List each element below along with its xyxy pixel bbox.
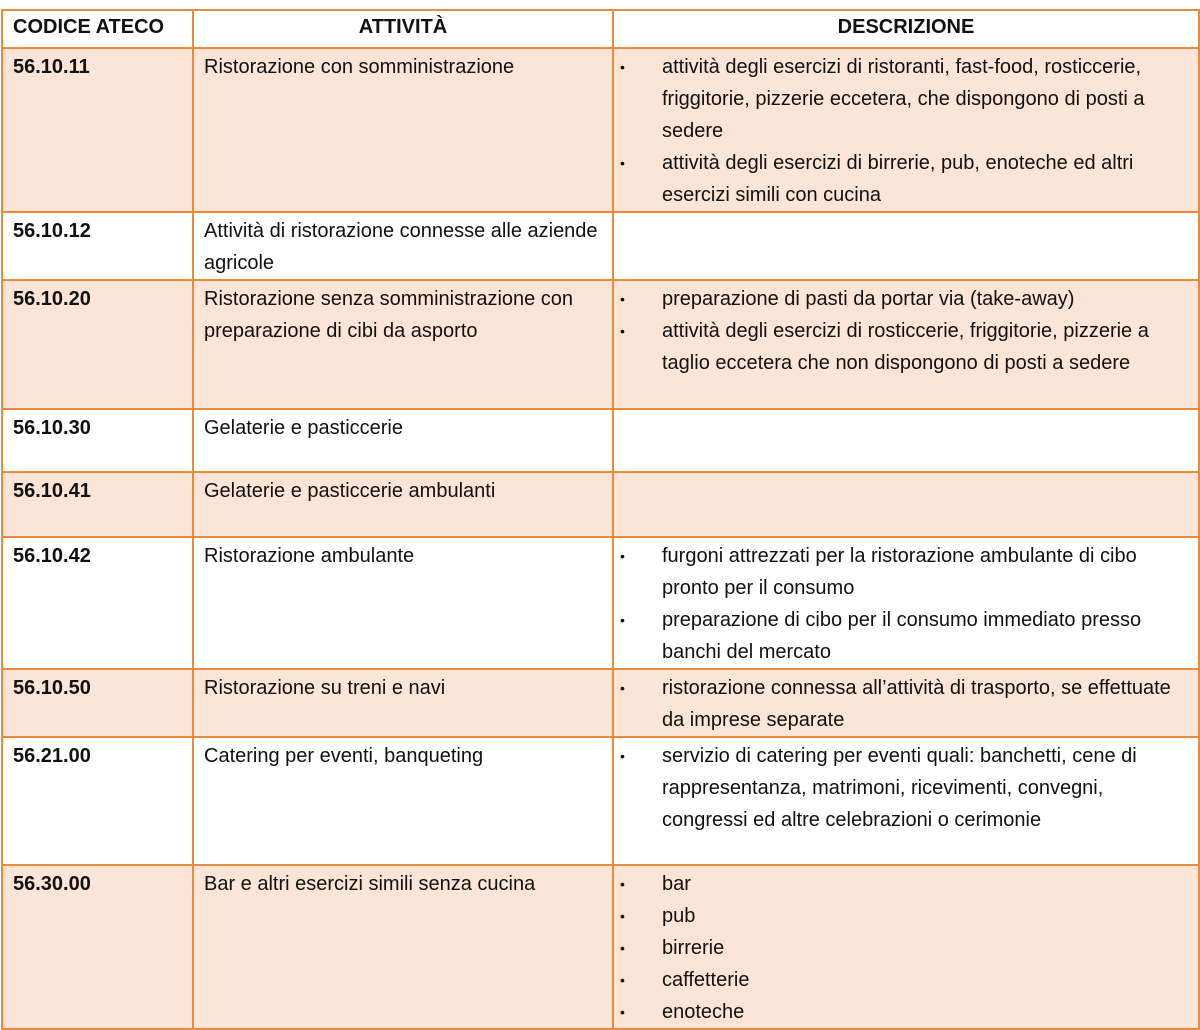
activity: Attività di ristorazione connesse alle aziende agricole bbox=[193, 212, 613, 280]
description-item bbox=[620, 283, 1188, 315]
description bbox=[613, 280, 1199, 409]
description-list bbox=[620, 283, 1188, 379]
ateco-table bbox=[1, 9, 1200, 1030]
bullet-icon: • bbox=[620, 548, 625, 564]
description-item bbox=[620, 900, 1188, 932]
description bbox=[613, 737, 1199, 865]
table-row bbox=[2, 472, 1199, 537]
activity: Gelaterie e pasticcerie ambulanti bbox=[193, 472, 613, 537]
description-text: ristorazione connessa all’attività di trasporto, se effettuate da imprese separate bbox=[662, 677, 1171, 731]
ateco-code: 56.10.41 bbox=[2, 472, 193, 537]
ateco-code: 56.10.30 bbox=[2, 409, 193, 472]
description-text: caffetterie bbox=[662, 969, 750, 991]
bullet-icon: • bbox=[620, 748, 625, 764]
description-list bbox=[620, 672, 1188, 736]
table-row bbox=[2, 865, 1199, 1029]
description-item bbox=[620, 51, 1188, 147]
bullet-icon: • bbox=[620, 291, 625, 307]
ateco-code: 56.10.11 bbox=[2, 48, 193, 212]
description-item bbox=[620, 604, 1188, 668]
table-row bbox=[2, 537, 1199, 669]
activity: Ristorazione senza somministrazione con preparazione di cibi da asporto bbox=[193, 280, 613, 409]
activity: Gelaterie e pasticcerie bbox=[193, 409, 613, 472]
header-description: DESCRIZIONE bbox=[613, 10, 1199, 48]
description-item bbox=[620, 868, 1188, 900]
description-item bbox=[620, 315, 1188, 379]
description bbox=[613, 537, 1199, 669]
table-row bbox=[2, 48, 1199, 212]
description-text: birrerie bbox=[662, 937, 725, 959]
description-item bbox=[620, 932, 1188, 964]
header-code: CODICE ATECO bbox=[2, 10, 193, 48]
table-row bbox=[2, 212, 1199, 280]
description-text: pub bbox=[662, 905, 696, 927]
bullet-icon: • bbox=[620, 612, 625, 628]
description-text: preparazione di cibo per il consumo immediato presso banchi del mercato bbox=[662, 609, 1142, 663]
table-row bbox=[2, 280, 1199, 409]
activity: Ristorazione ambulante bbox=[193, 537, 613, 669]
description-text: bar bbox=[662, 873, 691, 895]
header-row bbox=[2, 10, 1199, 48]
bullet-icon: • bbox=[620, 680, 625, 696]
activity: Ristorazione su treni e navi bbox=[193, 669, 613, 737]
header-activity: ATTIVITÀ bbox=[193, 10, 613, 48]
description bbox=[613, 865, 1199, 1029]
activity: Ristorazione con somministrazione bbox=[193, 48, 613, 212]
ateco-code: 56.10.42 bbox=[2, 537, 193, 669]
description-item bbox=[620, 996, 1188, 1028]
table-row bbox=[2, 669, 1199, 737]
bullet-icon: • bbox=[620, 876, 625, 892]
description-list bbox=[620, 868, 1188, 1028]
description bbox=[613, 409, 1199, 472]
description-list bbox=[620, 740, 1188, 836]
bullet-icon: • bbox=[620, 940, 625, 956]
description-text: attività degli esercizi di rosticcerie, friggitorie, pizzerie a taglio eccetera che non dispongono di posti a sedere bbox=[662, 320, 1149, 374]
description-item bbox=[620, 540, 1188, 604]
bullet-icon: • bbox=[620, 908, 625, 924]
bullet-icon: • bbox=[620, 155, 625, 171]
description-item bbox=[620, 740, 1188, 836]
bullet-icon: • bbox=[620, 1004, 625, 1020]
description-item bbox=[620, 147, 1188, 211]
table-row bbox=[2, 409, 1199, 472]
description-list bbox=[620, 51, 1188, 211]
ateco-code: 56.10.12 bbox=[2, 212, 193, 280]
description bbox=[613, 48, 1199, 212]
bullet-icon: • bbox=[620, 59, 625, 75]
ateco-code: 56.10.20 bbox=[2, 280, 193, 409]
description-text: servizio di catering per eventi quali: banchetti, cene di rappresentanza, matrimoni, ricevimenti, convegni, congressi ed altre celebrazioni o cerimonie bbox=[662, 745, 1137, 831]
bullet-icon: • bbox=[620, 972, 625, 988]
description-text: preparazione di pasti da portar via (take-away) bbox=[662, 288, 1075, 310]
table-row bbox=[2, 737, 1199, 865]
activity: Catering per eventi, banqueting bbox=[193, 737, 613, 865]
ateco-code: 56.21.00 bbox=[2, 737, 193, 865]
description bbox=[613, 472, 1199, 537]
description-text: attività degli esercizi di ristoranti, fast-food, rosticcerie, friggitorie, pizzerie eccetera, che dispongono di posti a sedere bbox=[662, 56, 1145, 142]
ateco-code: 56.30.00 bbox=[2, 865, 193, 1029]
description bbox=[613, 669, 1199, 737]
description-text: enoteche bbox=[662, 1001, 745, 1023]
activity: Bar e altri esercizi simili senza cucina bbox=[193, 865, 613, 1029]
description-item bbox=[620, 964, 1188, 996]
description-list bbox=[620, 540, 1188, 668]
bullet-icon: • bbox=[620, 323, 625, 339]
description-text: attività degli esercizi di birrerie, pub, enoteche ed altri esercizi simili con cucina bbox=[662, 152, 1134, 206]
description bbox=[613, 212, 1199, 280]
description-item bbox=[620, 672, 1188, 736]
ateco-code: 56.10.50 bbox=[2, 669, 193, 737]
description-text: furgoni attrezzati per la ristorazione ambulante di cibo pronto per il consumo bbox=[662, 545, 1137, 599]
